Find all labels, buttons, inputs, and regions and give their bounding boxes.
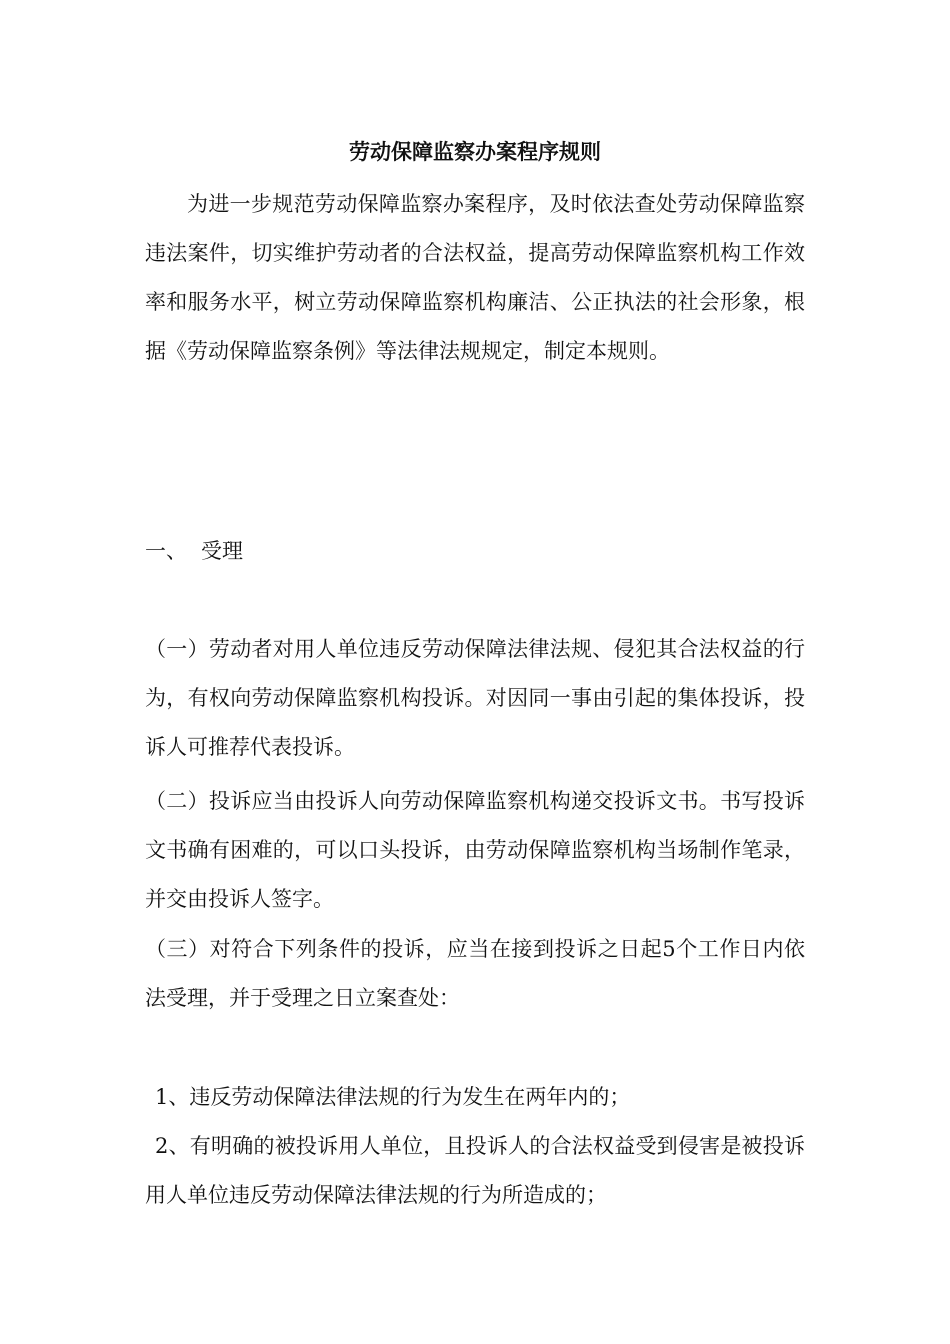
condition-item-1: 1、违反劳动保障法律法规的行为发生在两年内的； — [155, 1085, 631, 1109]
section-title: 受理 — [201, 539, 243, 563]
condition-item-2-text: 2、有明确的被投诉用人单位，且投诉人的合法权益受到侵害是被投诉用人单位违反劳动保障法律法规的行为所造成的； — [145, 1134, 805, 1207]
section-number: 一、 — [145, 539, 187, 563]
section-heading — [145, 527, 805, 576]
paragraph-3: （三）对符合下列条件的投诉，应当在接到投诉之日起5个工作日内依法受理，并于受理之日立案查处： — [145, 937, 805, 1010]
paragraph-2: （二）投诉应当由投诉人向劳动保障监察机构递交投诉文书。书写投诉文书确有困难的，可以口头投诉，由劳动保障监察机构当场制作笔录，并交由投诉人签字。 — [145, 789, 805, 911]
paragraph-1: （一）劳动者对用人单位违反劳动保障法律法规、侵犯其合法权益的行为，有权向劳动保障监察机构投诉。对因同一事由引起的集体投诉，投诉人可推荐代表投诉。 — [145, 637, 805, 759]
document-title: 劳动保障监察办案程序规则 — [349, 139, 601, 164]
intro-paragraph: 为进一步规范劳动保障监察办案程序，及时依法查处劳动保障监察违法案件，切实维护劳动者的合法权益，提高劳动保障监察机构工作效率和服务水平，树立劳动保障监察机构廉洁、公正执法的社会形象，根据《劳动保障监察条例》等法律法规规定，制定本规则。 — [145, 192, 805, 363]
condition-item-2 — [145, 1122, 805, 1220]
